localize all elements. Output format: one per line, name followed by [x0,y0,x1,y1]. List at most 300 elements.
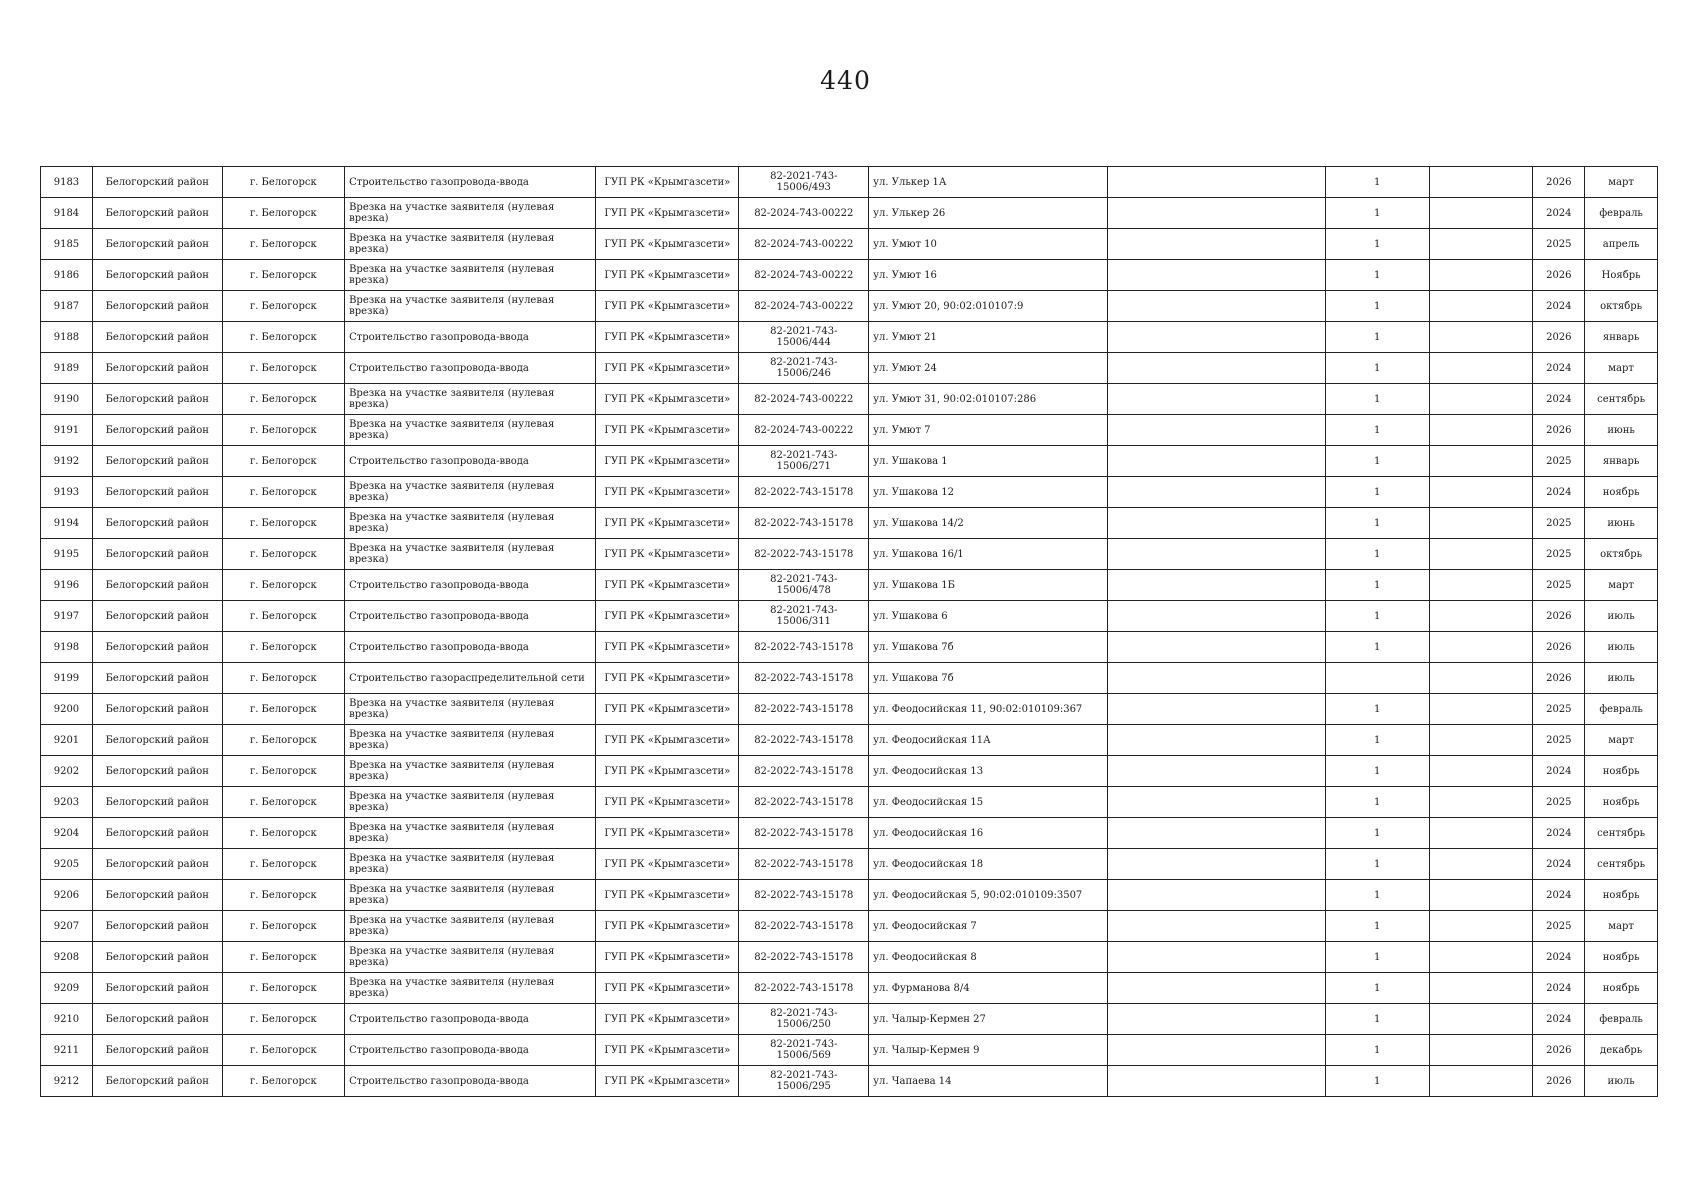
quantity-cell: 1 [1325,818,1429,849]
organization-cell: ГУП РК «Крымгазсети» [596,1035,739,1066]
empty-cell [1107,1035,1325,1066]
document-number-cell: 82-2021-743-15006/478 [739,570,869,601]
organization-cell: ГУП РК «Крымгазсети» [596,508,739,539]
table-row [41,756,1658,787]
empty-cell [1107,942,1325,973]
work-type-cell: Строительство газопровода-ввода [345,601,596,632]
year-cell: 2025 [1533,539,1585,570]
city-cell: г. Белогорск [222,353,344,384]
row-number-cell: 9184 [41,198,93,229]
month-cell: ноябрь [1585,756,1658,787]
quantity-cell: 1 [1325,384,1429,415]
city-cell: г. Белогорск [222,756,344,787]
row-number-cell: 9208 [41,942,93,973]
table-row [41,353,1658,384]
empty-cell [1429,663,1533,694]
row-number-cell: 9203 [41,787,93,818]
row-number-cell: 9197 [41,601,93,632]
month-cell: июль [1585,632,1658,663]
month-cell: октябрь [1585,539,1658,570]
row-number-cell: 9187 [41,291,93,322]
quantity-cell: 1 [1325,601,1429,632]
empty-cell [1107,260,1325,291]
row-number-cell: 9202 [41,756,93,787]
district-cell: Белогорский район [92,1066,222,1097]
address-cell: ул. Феодосийская 11А [869,725,1108,756]
organization-cell: ГУП РК «Крымгазсети» [596,911,739,942]
document-number-cell: 82-2022-743-15178 [739,694,869,725]
work-type-cell: Врезка на участке заявителя (нулевая врезка) [345,725,596,756]
address-cell: ул. Ушакова 7б [869,663,1108,694]
district-cell: Белогорский район [92,322,222,353]
row-number-cell: 9211 [41,1035,93,1066]
district-cell: Белогорский район [92,725,222,756]
work-type-cell: Врезка на участке заявителя (нулевая врезка) [345,849,596,880]
address-cell: ул. Ушакова 12 [869,477,1108,508]
empty-cell [1107,880,1325,911]
month-cell: февраль [1585,198,1658,229]
year-cell: 2024 [1533,880,1585,911]
table-row [41,477,1658,508]
empty-cell [1429,1066,1533,1097]
city-cell: г. Белогорск [222,1066,344,1097]
empty-cell [1107,694,1325,725]
quantity-cell: 1 [1325,849,1429,880]
organization-cell: ГУП РК «Крымгазсети» [596,787,739,818]
empty-cell [1429,477,1533,508]
month-cell: апрель [1585,229,1658,260]
city-cell: г. Белогорск [222,260,344,291]
row-number-cell: 9200 [41,694,93,725]
city-cell: г. Белогорск [222,911,344,942]
row-number-cell: 9190 [41,384,93,415]
work-type-cell: Врезка на участке заявителя (нулевая врезка) [345,973,596,1004]
empty-cell [1107,632,1325,663]
row-number-cell: 9196 [41,570,93,601]
table-row [41,725,1658,756]
work-type-cell: Врезка на участке заявителя (нулевая врезка) [345,260,596,291]
month-cell: сентябрь [1585,818,1658,849]
month-cell: март [1585,167,1658,198]
document-number-cell: 82-2022-743-15178 [739,942,869,973]
table-row [41,198,1658,229]
month-cell: февраль [1585,694,1658,725]
address-cell: ул. Умют 10 [869,229,1108,260]
work-type-cell: Врезка на участке заявителя (нулевая врезка) [345,818,596,849]
empty-cell [1107,973,1325,1004]
work-type-cell: Врезка на участке заявителя (нулевая врезка) [345,508,596,539]
empty-cell [1107,477,1325,508]
city-cell: г. Белогорск [222,694,344,725]
row-number-cell: 9188 [41,322,93,353]
document-number-cell: 82-2022-743-15178 [739,663,869,694]
city-cell: г. Белогорск [222,477,344,508]
month-cell: ноябрь [1585,477,1658,508]
year-cell: 2024 [1533,353,1585,384]
document-number-cell: 82-2022-743-15178 [739,725,869,756]
city-cell: г. Белогорск [222,725,344,756]
organization-cell: ГУП РК «Крымгазсети» [596,322,739,353]
document-number-cell: 82-2024-743-00222 [739,198,869,229]
work-type-cell: Врезка на участке заявителя (нулевая врезка) [345,942,596,973]
empty-cell [1429,1035,1533,1066]
city-cell: г. Белогорск [222,849,344,880]
quantity-cell: 1 [1325,694,1429,725]
organization-cell: ГУП РК «Крымгазсети» [596,446,739,477]
table-row [41,167,1658,198]
registry-rows [41,167,1658,1097]
year-cell: 2026 [1533,322,1585,353]
district-cell: Белогорский район [92,911,222,942]
year-cell: 2025 [1533,694,1585,725]
district-cell: Белогорский район [92,694,222,725]
empty-cell [1107,787,1325,818]
document-number-cell: 82-2022-743-15178 [739,477,869,508]
month-cell: март [1585,911,1658,942]
district-cell: Белогорский район [92,1035,222,1066]
row-number-cell: 9199 [41,663,93,694]
work-type-cell: Врезка на участке заявителя (нулевая врезка) [345,384,596,415]
address-cell: ул. Умют 7 [869,415,1108,446]
table-row [41,229,1658,260]
month-cell: ноябрь [1585,880,1658,911]
row-number-cell: 9212 [41,1066,93,1097]
empty-cell [1429,415,1533,446]
table-row [41,787,1658,818]
address-cell: ул. Феодосийская 15 [869,787,1108,818]
organization-cell: ГУП РК «Крымгазсети» [596,694,739,725]
year-cell: 2025 [1533,229,1585,260]
row-number-cell: 9201 [41,725,93,756]
organization-cell: ГУП РК «Крымгазсети» [596,291,739,322]
address-cell: ул. Ушакова 14/2 [869,508,1108,539]
work-type-cell: Врезка на участке заявителя (нулевая врезка) [345,229,596,260]
empty-cell [1429,539,1533,570]
work-type-cell: Строительство газопровода-ввода [345,570,596,601]
district-cell: Белогорский район [92,818,222,849]
city-cell: г. Белогорск [222,880,344,911]
quantity-cell: 1 [1325,539,1429,570]
empty-cell [1429,291,1533,322]
organization-cell: ГУП РК «Крымгазсети» [596,725,739,756]
quantity-cell: 1 [1325,446,1429,477]
organization-cell: ГУП РК «Крымгазсети» [596,570,739,601]
quantity-cell: 1 [1325,477,1429,508]
district-cell: Белогорский район [92,260,222,291]
organization-cell: ГУП РК «Крымгазсети» [596,880,739,911]
organization-cell: ГУП РК «Крымгазсети» [596,384,739,415]
empty-cell [1107,291,1325,322]
city-cell: г. Белогорск [222,446,344,477]
address-cell: ул. Феодосийская 18 [869,849,1108,880]
quantity-cell: 1 [1325,756,1429,787]
year-cell: 2025 [1533,787,1585,818]
table-row [41,601,1658,632]
work-type-cell: Врезка на участке заявителя (нулевая врезка) [345,787,596,818]
document-number-cell: 82-2022-743-15178 [739,849,869,880]
row-number-cell: 9185 [41,229,93,260]
month-cell: март [1585,353,1658,384]
year-cell: 2026 [1533,1066,1585,1097]
work-type-cell: Строительство газопровода-ввода [345,1035,596,1066]
city-cell: г. Белогорск [222,601,344,632]
address-cell: ул. Умют 21 [869,322,1108,353]
district-cell: Белогорский район [92,663,222,694]
district-cell: Белогорский район [92,880,222,911]
work-type-cell: Врезка на участке заявителя (нулевая врезка) [345,880,596,911]
organization-cell: ГУП РК «Крымгазсети» [596,973,739,1004]
address-cell: ул. Умют 24 [869,353,1108,384]
month-cell: ноябрь [1585,973,1658,1004]
district-cell: Белогорский район [92,353,222,384]
empty-cell [1429,446,1533,477]
address-cell: ул. Умют 16 [869,260,1108,291]
quantity-cell: 1 [1325,942,1429,973]
organization-cell: ГУП РК «Крымгазсети» [596,167,739,198]
document-number-cell: 82-2024-743-00222 [739,384,869,415]
work-type-cell: Врезка на участке заявителя (нулевая врезка) [345,477,596,508]
work-type-cell: Врезка на участке заявителя (нулевая врезка) [345,198,596,229]
month-cell: март [1585,725,1658,756]
district-cell: Белогорский район [92,849,222,880]
document-number-cell: 82-2021-743-15006/295 [739,1066,869,1097]
year-cell: 2025 [1533,508,1585,539]
table-row [41,415,1658,446]
empty-cell [1107,167,1325,198]
table-row [41,849,1658,880]
work-type-cell: Строительство газопровода-ввода [345,1004,596,1035]
district-cell: Белогорский район [92,167,222,198]
row-number-cell: 9191 [41,415,93,446]
document-number-cell: 82-2021-743-15006/246 [739,353,869,384]
table-row [41,818,1658,849]
city-cell: г. Белогорск [222,787,344,818]
address-cell: ул. Ушакова 7б [869,632,1108,663]
city-cell: г. Белогорск [222,198,344,229]
table-row [41,632,1658,663]
month-cell: январь [1585,322,1658,353]
address-cell: ул. Чапаева 14 [869,1066,1108,1097]
empty-cell [1107,446,1325,477]
document-number-cell: 82-2024-743-00222 [739,229,869,260]
table-row [41,1004,1658,1035]
empty-cell [1429,725,1533,756]
address-cell: ул. Ушакова 6 [869,601,1108,632]
quantity-cell: 1 [1325,229,1429,260]
empty-cell [1107,353,1325,384]
empty-cell [1429,880,1533,911]
quantity-cell: 1 [1325,632,1429,663]
empty-cell [1107,1066,1325,1097]
month-cell: сентябрь [1585,384,1658,415]
empty-cell [1429,570,1533,601]
work-type-cell: Врезка на участке заявителя (нулевая врезка) [345,539,596,570]
table-row [41,694,1658,725]
year-cell: 2024 [1533,849,1585,880]
address-cell: ул. Чалыр-Кермен 27 [869,1004,1108,1035]
empty-cell [1107,601,1325,632]
month-cell: февраль [1585,1004,1658,1035]
quantity-cell: 1 [1325,1004,1429,1035]
registry-table [40,166,1658,1097]
empty-cell [1107,384,1325,415]
row-number-cell: 9195 [41,539,93,570]
organization-cell: ГУП РК «Крымгазсети» [596,632,739,663]
district-cell: Белогорский район [92,446,222,477]
table-row [41,570,1658,601]
year-cell: 2026 [1533,260,1585,291]
year-cell: 2024 [1533,942,1585,973]
work-type-cell: Строительство газопровода-ввода [345,353,596,384]
city-cell: г. Белогорск [222,539,344,570]
document-number-cell: 82-2022-743-15178 [739,818,869,849]
organization-cell: ГУП РК «Крымгазсети» [596,942,739,973]
row-number-cell: 9193 [41,477,93,508]
quantity-cell: 1 [1325,353,1429,384]
quantity-cell: 1 [1325,973,1429,1004]
year-cell: 2025 [1533,446,1585,477]
empty-cell [1107,1004,1325,1035]
quantity-cell: 1 [1325,1066,1429,1097]
month-cell: июнь [1585,415,1658,446]
work-type-cell: Врезка на участке заявителя (нулевая врезка) [345,756,596,787]
work-type-cell: Врезка на участке заявителя (нулевая врезка) [345,415,596,446]
table-row [41,1066,1658,1097]
document-number-cell: 82-2022-743-15178 [739,973,869,1004]
empty-cell [1107,725,1325,756]
table-row [41,880,1658,911]
document-number-cell: 82-2021-743-15006/569 [739,1035,869,1066]
document-number-cell: 82-2022-743-15178 [739,911,869,942]
empty-cell [1107,849,1325,880]
month-cell: Ноябрь [1585,260,1658,291]
city-cell: г. Белогорск [222,973,344,1004]
month-cell: июль [1585,1066,1658,1097]
address-cell: ул. Фурманова 8/4 [869,973,1108,1004]
month-cell: июнь [1585,508,1658,539]
row-number-cell: 9198 [41,632,93,663]
district-cell: Белогорский район [92,787,222,818]
city-cell: г. Белогорск [222,632,344,663]
row-number-cell: 9205 [41,849,93,880]
work-type-cell: Врезка на участке заявителя (нулевая врезка) [345,291,596,322]
quantity-cell: 1 [1325,260,1429,291]
quantity-cell: 1 [1325,415,1429,446]
table-row [41,911,1658,942]
year-cell: 2024 [1533,1004,1585,1035]
table-row [41,291,1658,322]
year-cell: 2026 [1533,663,1585,694]
city-cell: г. Белогорск [222,1035,344,1066]
table-row [41,942,1658,973]
empty-cell [1429,1004,1533,1035]
month-cell: сентябрь [1585,849,1658,880]
work-type-cell: Строительство газопровода-ввода [345,1066,596,1097]
city-cell: г. Белогорск [222,663,344,694]
quantity-cell: 1 [1325,167,1429,198]
row-number-cell: 9194 [41,508,93,539]
address-cell: ул. Феодосийская 13 [869,756,1108,787]
quantity-cell [1325,663,1429,694]
month-cell: март [1585,570,1658,601]
organization-cell: ГУП РК «Крымгазсети» [596,1066,739,1097]
city-cell: г. Белогорск [222,229,344,260]
organization-cell: ГУП РК «Крымгазсети» [596,229,739,260]
district-cell: Белогорский район [92,198,222,229]
district-cell: Белогорский район [92,229,222,260]
quantity-cell: 1 [1325,1035,1429,1066]
empty-cell [1429,942,1533,973]
district-cell: Белогорский район [92,942,222,973]
organization-cell: ГУП РК «Крымгазсети» [596,415,739,446]
quantity-cell: 1 [1325,725,1429,756]
row-number-cell: 9204 [41,818,93,849]
organization-cell: ГУП РК «Крымгазсети» [596,539,739,570]
empty-cell [1429,911,1533,942]
document-number-cell: 82-2021-743-15006/444 [739,322,869,353]
organization-cell: ГУП РК «Крымгазсети» [596,477,739,508]
organization-cell: ГУП РК «Крымгазсети» [596,756,739,787]
year-cell: 2024 [1533,818,1585,849]
empty-cell [1107,911,1325,942]
document-number-cell: 82-2021-743-15006/493 [739,167,869,198]
district-cell: Белогорский район [92,539,222,570]
empty-cell [1107,818,1325,849]
address-cell: ул. Умют 31, 90:02:010107:286 [869,384,1108,415]
address-cell: ул. Феодосийская 5, 90:02:010109:3507 [869,880,1108,911]
city-cell: г. Белогорск [222,322,344,353]
quantity-cell: 1 [1325,198,1429,229]
year-cell: 2026 [1533,167,1585,198]
table-row [41,973,1658,1004]
quantity-cell: 1 [1325,787,1429,818]
district-cell: Белогорский район [92,508,222,539]
address-cell: ул. Улькер 26 [869,198,1108,229]
city-cell: г. Белогорск [222,1004,344,1035]
year-cell: 2024 [1533,756,1585,787]
row-number-cell: 9209 [41,973,93,1004]
address-cell: ул. Ушакова 1Б [869,570,1108,601]
table-row [41,446,1658,477]
month-cell: ноябрь [1585,787,1658,818]
work-type-cell: Строительство газопровода-ввода [345,446,596,477]
district-cell: Белогорский район [92,632,222,663]
work-type-cell: Строительство газопровода-ввода [345,322,596,353]
city-cell: г. Белогорск [222,942,344,973]
organization-cell: ГУП РК «Крымгазсети» [596,260,739,291]
document-number-cell: 82-2024-743-00222 [739,415,869,446]
empty-cell [1429,229,1533,260]
quantity-cell: 1 [1325,322,1429,353]
empty-cell [1429,849,1533,880]
empty-cell [1107,756,1325,787]
row-number-cell: 9206 [41,880,93,911]
row-number-cell: 9189 [41,353,93,384]
empty-cell [1107,322,1325,353]
quantity-cell: 1 [1325,570,1429,601]
city-cell: г. Белогорск [222,570,344,601]
address-cell: ул. Феодосийская 8 [869,942,1108,973]
district-cell: Белогорский район [92,477,222,508]
city-cell: г. Белогорск [222,818,344,849]
empty-cell [1107,229,1325,260]
district-cell: Белогорский район [92,570,222,601]
city-cell: г. Белогорск [222,291,344,322]
table-row [41,539,1658,570]
address-cell: ул. Чалыр-Кермен 9 [869,1035,1108,1066]
document-number-cell: 82-2021-743-15006/250 [739,1004,869,1035]
district-cell: Белогорский район [92,415,222,446]
